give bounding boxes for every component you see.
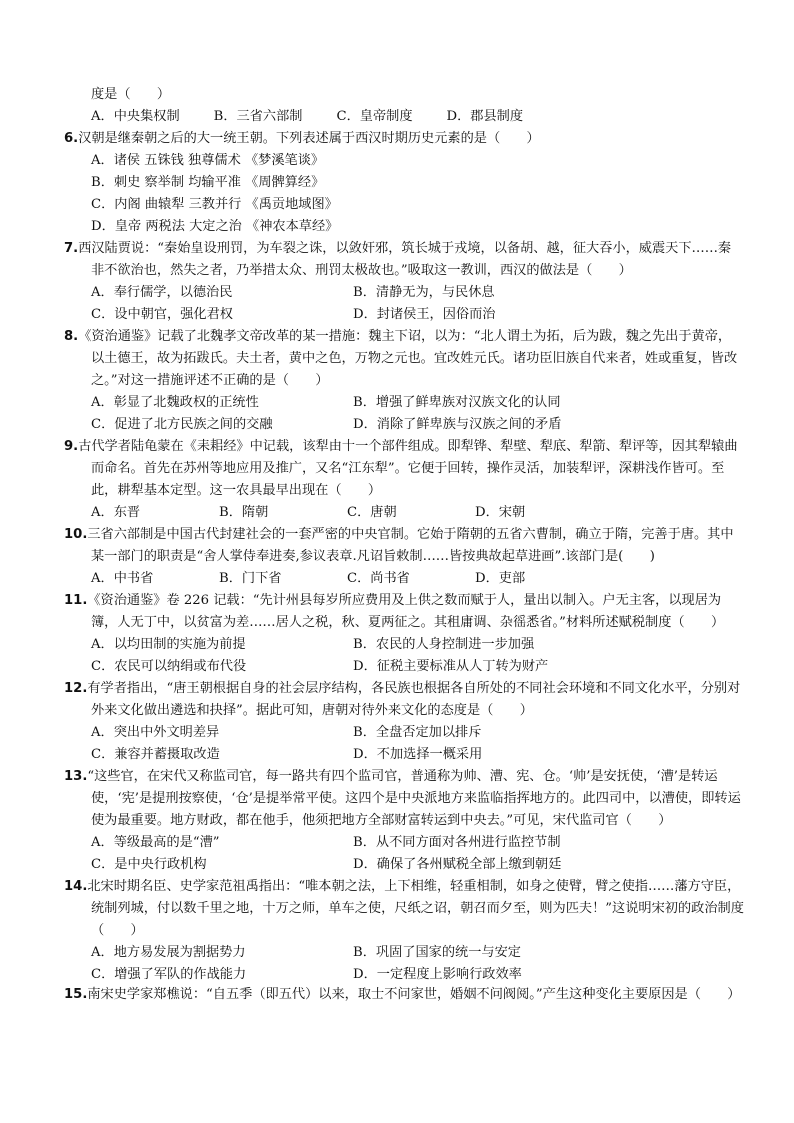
option-a: A．中书省 — [91, 571, 154, 586]
option-b: B．门下省 — [219, 571, 282, 586]
question-5-continued — [64, 84, 744, 128]
option-c: C．是中央行政机构 — [91, 857, 207, 872]
options — [64, 722, 744, 766]
options — [64, 634, 744, 678]
option-a: A．诸侯 五铢钱 独尊儒术 《梦溪笔谈》 — [91, 153, 325, 168]
question-number: 14. — [64, 879, 88, 894]
option-a: A．突出中外文明差异 — [91, 725, 220, 740]
question-stem: 西汉陆贾说：“秦始皇设刑罚，为车裂之诛，以敛奸邪，筑长城于戎境，以备胡、越，征大吞小，威震天下……秦非不欲治也，然失之者，乃举措太众、刑罚太极故也。”吸取这一教训，西汉的做法是（ ） — [78, 241, 732, 278]
option-b: B．刺史 察举制 均输平准 《周髀算经》 — [91, 175, 325, 190]
option-d: D．征税主要标准从人丁转为财产 — [353, 659, 549, 674]
question-stem: 北宋时期名臣、史学家范祖禹指出：“唯本朝之法，上下相维，轻重相制，如身之使臂，臂之使指……藩方守臣，统制列城，付以数千里之地，十万之师，单车之使，尺纸之诏，朝召而夕至，则为匹夫！”这说明宋初的政治制度（ ） — [87, 879, 744, 938]
option-d: D．郡县制度 — [446, 109, 524, 124]
option-b: B．清静无为，与民休息 — [353, 285, 495, 300]
option-c: C．唐朝 — [347, 505, 397, 520]
options — [64, 282, 744, 326]
question-15 — [64, 984, 744, 1006]
question-stem: 度是（ ） — [91, 87, 171, 102]
option-c: C．农民可以纳绢或布代役 — [91, 659, 247, 674]
question-7 — [64, 238, 744, 326]
option-c: C．兼容并蓄摄取改造 — [91, 747, 220, 762]
question-stem: 《资治通鉴》记载了北魏孝文帝改革的某一措施：魏主下诏，以为：“北人谓土为拓，后为跋，魏之先出于黄帝，以土德王，故为拓跋氏。夫土者，黄中之色，万物之元也。宜改姓元氏。诸功臣旧族自代来者，姓或重复，皆改之。”对这一措施评述不正确的是（ ） — [78, 329, 738, 388]
question-10 — [64, 524, 744, 590]
option-b: B．从不同方面对各州进行监控节制 — [353, 835, 561, 850]
option-d: D．皇帝 两税法 大定之治 《神农本草经》 — [91, 219, 339, 234]
option-b: B．增强了鲜卑族对汉族文化的认同 — [353, 395, 561, 410]
question-number: 6. — [64, 131, 79, 146]
option-a: A．中央集权制 — [91, 109, 180, 124]
option-d: D．确保了各州赋税全部上缴到朝廷 — [353, 857, 562, 872]
question-stem: 汉朝是继秦朝之后的大一统王朝。下列表述属于西汉时期历史元素的是（ ） — [78, 131, 540, 146]
question-number: 10. — [64, 527, 88, 542]
question-13 — [64, 766, 744, 876]
question-number: 8. — [64, 329, 79, 344]
option-c: C．皇帝制度 — [336, 109, 413, 124]
question-stem: 三省六部制是中国古代封建社会的一套严密的中央官制。它始于隋朝的五省六曹制，确立于隋，完善于唐。其中某一部门的职责是“舍人掌侍奉进奏,参议表章.凡诏旨敕制……皆按典故起草进画”.该部门是( ) — [87, 527, 734, 564]
question-number: 7. — [64, 241, 79, 256]
options — [64, 568, 744, 590]
options — [64, 106, 744, 128]
options — [64, 942, 744, 986]
question-stem: “这些官，在宋代又称监司官，每一路共有四个监司官，普通称为帅、漕、宪、仓。‘帅’是安抚使，‘漕’是转运使，‘宪’是提刑按察使，‘仓’是提举常平使。这四个是中央派地方来监临指挥地方的。此四司中，以漕使，即转运使为最重要。地方财政，都在他手，他须把地方全部财富转运到中央去。”可见，宋代监司官（ ） — [87, 769, 741, 828]
question-stem: 古代学者陆龟蒙在《耒耜经》中记载，该犁由十一个部件组成。即犁铧、犁壁、犁底、犁箭、犁评等，因其犁辕曲而命名。首先在苏州等地应用及推广，又名“江东犁”。它便于回转，操作灵活，加装犁评，深耕浅作皆可。至此，耕犁基本定型。这一农具最早出现在（ ） — [78, 439, 738, 498]
question-number: 9. — [64, 439, 79, 454]
question-6 — [64, 128, 744, 238]
option-c: C．促进了北方民族之间的交融 — [91, 417, 273, 432]
option-c: C．增强了军队的作战能力 — [91, 967, 247, 982]
option-d: D．不加选择一概采用 — [353, 747, 483, 762]
options — [64, 832, 744, 876]
question-number: 15. — [64, 987, 88, 1002]
options — [64, 392, 744, 436]
option-b: B．农民的人身控制进一步加强 — [353, 637, 535, 652]
option-d: D．吏部 — [475, 571, 526, 586]
question-11 — [64, 590, 744, 678]
question-14 — [64, 876, 744, 986]
option-d: D．封诸侯王，因俗而治 — [353, 307, 496, 322]
option-c: C．内阁 曲辕犁 三教并行 《禹贡地域图》 — [91, 197, 338, 212]
question-stem: 《资治通鉴》卷 226 记载：“先计州县每岁所应费用及上供之数而赋于人，量出以制入。户无主客，以现居为簿，人无丁中，以贫富为差……居人之税，秋、夏两征之。其租庸调、杂徭悉省。”材料所述赋税制度（ ） — [87, 593, 725, 630]
option-d: D．消除了鲜卑族与汉族之间的矛盾 — [353, 417, 562, 432]
question-9 — [64, 436, 744, 524]
question-number: 12. — [64, 681, 88, 696]
option-a: A．以均田制的实施为前提 — [91, 637, 246, 652]
option-c: C．尚书省 — [347, 571, 410, 586]
option-a: A．东晋 — [91, 505, 141, 520]
option-a: A．等级最高的是“漕” — [91, 835, 220, 850]
option-b: B．隋朝 — [219, 505, 269, 520]
option-a: A．彰显了北魏政权的正统性 — [91, 395, 259, 410]
question-8 — [64, 326, 744, 436]
option-d: D．一定程度上影响行政效率 — [353, 967, 522, 982]
options — [64, 150, 744, 238]
question-stem: 南宋史学家郑樵说：“自五季（即五代）以来，取士不问家世，婚姻不问阀阅。”产生这种变化主要原因是（ ） — [87, 987, 741, 1002]
option-a: A．奉行儒学，以德治民 — [91, 285, 233, 300]
question-12 — [64, 678, 744, 766]
option-c: C．设中朝官，强化君权 — [91, 307, 233, 322]
option-b: B．巩固了国家的统一与安定 — [353, 945, 521, 960]
option-d: D．宋朝 — [475, 505, 526, 520]
option-b: B．三省六部制 — [213, 109, 303, 124]
question-number: 11. — [64, 593, 88, 608]
question-stem: 有学者指出，“唐王朝根据自身的社会层序结构，各民族也根据各自所处的不同社会环境和不同文化水平，分别对外来文化做出遴选和抉择”。据此可知，唐朝对待外来文化的态度是（ ） — [87, 681, 741, 718]
option-b: B．全盘否定加以排斥 — [353, 725, 482, 740]
options — [64, 502, 744, 524]
question-number: 13. — [64, 769, 88, 784]
option-a: A．地方易发展为割据势力 — [91, 945, 246, 960]
